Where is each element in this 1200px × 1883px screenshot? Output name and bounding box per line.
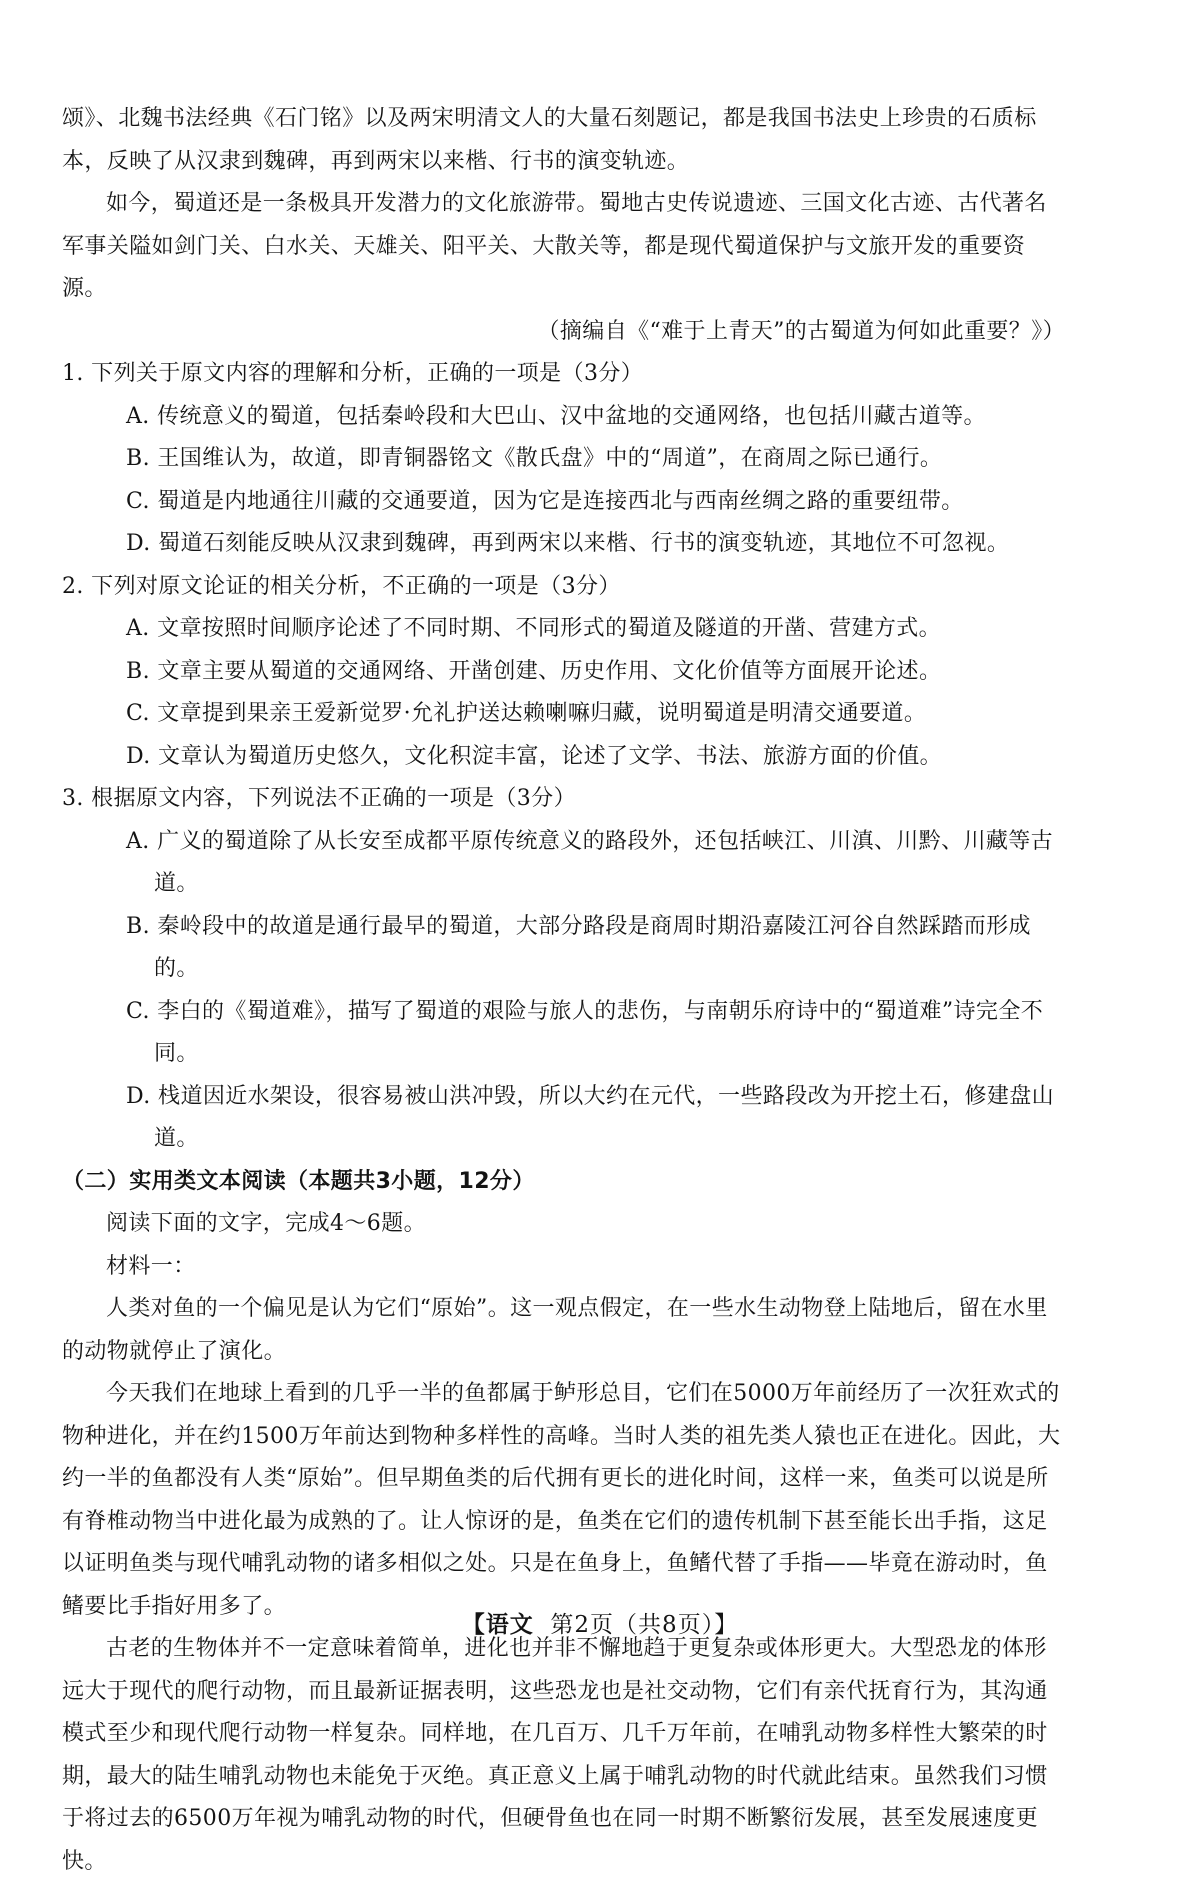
page-footer (0, 1606, 1200, 1639)
option-a: A. 广义的蜀道除了从长安至成都平原传统意义的路段外，还包括峡江、川滇、川黔、川藏等古道。 (126, 828, 1054, 896)
option-b: B. 文章主要从蜀道的交通网络、开凿创建、历史作用、文化价值等方面展开论述。 (126, 658, 942, 684)
material-paragraph: 古老的生物体并不一定意味着简单，进化也并非不懈地趋于更复杂或体形更大。大型恐龙的体形远大于现代的爬行动物，而且最新证据表明，这些恐龙也是社交动物，它们有亲代抚育行为，其沟通模式至少和现代爬行动物一样复杂。同样地，在几百万、几千万年前，在哺乳动物多样性大繁荣的时期，最大的陆生哺乳动物也未能免于灭绝。真正意义上属于哺乳动物的时代就此结束。虽然我们习惯于将过去的6500万年视为哺乳动物的时代，但硬骨鱼也在同一时期不断繁衍发展，甚至发展速度更快。 (62, 1636, 1048, 1874)
footer-subject: 【语文 (461, 1612, 534, 1638)
option-c: C. 李白的《蜀道难》，描写了蜀道的艰险与旅人的悲伤，与南朝乐府诗中的“蜀道难”诗完全不同。 (126, 998, 1044, 1066)
section-instruction: 阅读下面的文字，完成4～6题。 (106, 1211, 426, 1236)
material-paragraph: 今天我们在地球上看到的几乎一半的鱼都属于鲈形总目，它们在5000万年前经历了一次狂欢式的物种进化，并在约1500万年前达到物种多样性的高峰。当时人类的祖先类人猿也正在进化。因此，大约一半的鱼都没有人类“原始”。但早期鱼类的后代拥有更长的进化时间，这样一来，鱼类可以说是所有脊椎动物当中进化最为成熟的了。让人惊讶的是，鱼类在它们的遗传机制下甚至能长出手指，这足以证明鱼类与现代哺乳动物的诸多相似之处。只是在鱼身上，鱼鳍代替了手指——毕竟在游动时，鱼鳍要比手指好用多了。 (62, 1381, 1061, 1619)
option-b: B. 秦岭段中的故道是通行最早的蜀道，大部分路段是商周时期沿嘉陵江河谷自然踩踏而形成的。 (126, 913, 1031, 981)
passage-paragraph-continued: 颂》、北魏书法经典《石门铭》以及两宋明清文人的大量石刻题记，都是我国书法史上珍贵的石质标本，反映了从汉隶到魏碑，再到两宋以来楷、行书的演变轨迹。 (62, 106, 1037, 174)
option-a: A. 文章按照时间顺序论述了不同时期、不同形式的蜀道及隧道的开凿、营建方式。 (126, 616, 942, 641)
question-stem: 2. 下列对原文论证的相关分析，不正确的一项是（3分） (62, 573, 621, 599)
material-paragraph: 人类对鱼的一个偏见是认为它们“原始”。这一观点假定，在一些水生动物登上陆地后，留在水里的动物就停止了演化。 (62, 1296, 1048, 1364)
option-d: D. 文章认为蜀道历史悠久，文化积淀丰富，论述了文学、书法、旅游方面的价值。 (126, 743, 943, 769)
question-stem: 3. 根据原文内容，下列说法不正确的一项是（3分） (62, 786, 576, 811)
question-stem: 1. 下列关于原文内容的理解和分析，正确的一项是（3分） (62, 361, 644, 386)
question-1 (62, 353, 1067, 566)
option-d: D. 蜀道石刻能反映从汉隶到魏碑，再到两宋以来楷、行书的演变轨迹，其地位不可忽视。 (126, 531, 1010, 556)
footer-gap (534, 1612, 551, 1638)
option-a: A. 传统意义的蜀道，包括秦岭段和大巴山、汉中盆地的交通网络，也包括川藏古道等。 (126, 403, 986, 429)
question-3 (62, 778, 1067, 1161)
option-c: C. 文章提到果亲王爱新觉罗·允礼护送达赖喇嘛归藏，说明蜀道是明清交通要道。 (126, 701, 927, 726)
material-label: 材料一： (106, 1253, 196, 1279)
option-d: D. 栈道因近水架设，很容易被山洪冲毁，所以大约在元代，一些路段改为开挖土石，修建盘山道。 (126, 1083, 1055, 1151)
section-heading: （二）实用类文本阅读（本题共3小题，12分） (62, 1168, 535, 1194)
passage-paragraph: 如今，蜀道还是一条极具开发潜力的文化旅游带。蜀地古史传说遗迹、三国文化古迹、古代著名军事关隘如剑门关、白水关、天雄关、阳平关、大散关等，都是现代蜀道保护与文旅开发的重要资源。 (62, 191, 1047, 301)
source-citation: （摘编自《“难于上青天”的古蜀道为何如此重要？》） (537, 318, 1065, 344)
footer-page-number: 第2页（共8页）】 (550, 1612, 739, 1638)
question-2 (62, 566, 1067, 779)
option-c: C. 蜀道是内地通往川藏的交通要道，因为它是连接西北与西南丝绸之路的重要纽带。 (126, 488, 964, 514)
option-b: B. 王国维认为，故道，即青铜器铭文《散氏盘》中的“周道”，在商周之际已通行。 (126, 446, 943, 471)
